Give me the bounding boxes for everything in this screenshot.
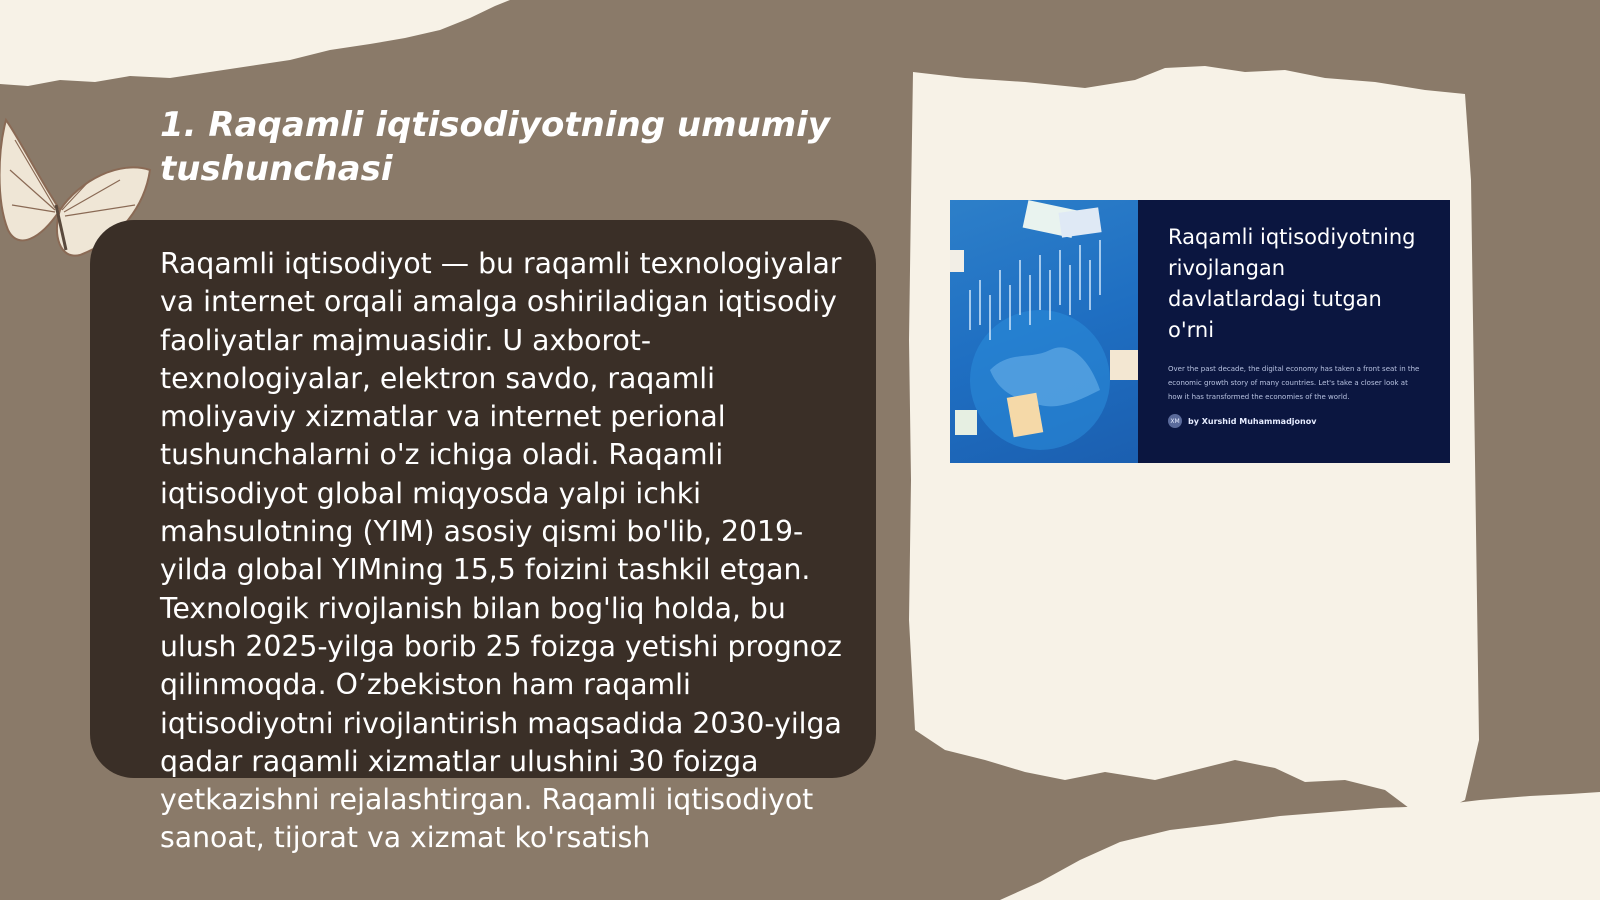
thumbnail-illustration — [950, 200, 1138, 463]
thumbnail-subtitle: Over the past decade, the digital economy has taken a front seat in the economic growth story of many countries. Let's take a closer look at how it has transformed the economies of the world. — [1168, 365, 1420, 401]
author-avatar: XM — [1168, 414, 1182, 428]
presentation-thumbnail — [950, 200, 1450, 463]
thumbnail-title: Raqamli iqtisodiyotning rivojlangan davlatlardagi tutgan o'rni — [1168, 225, 1416, 342]
thumbnail-author — [1168, 414, 1420, 428]
torn-paper-top-decoration — [0, 0, 560, 100]
slide-body-text: Raqamli iqtisodiyot — bu raqamli texnologiyalar va internet orqali amalga oshiriladigan iqtisodiy faoliyatlar majmuasidir. U axborot-texnologiyalar, elektron savdo, raqamli moliyaviy xizmatlar va internet perional tushunchalarni o'z ichiga oladi. Raqamli iqtisodiyot global miqyosda yalpi ichki mahsulotning (YIM) asosiy qismi bo'lib, 2019-yilda global YIMning 15,5 foizini tashkil etgan. Texnologik rivojlanish bilan bog'liq holda, bu ulush 2025-yilga borib 25 foizga yetishi prognoz qilinmoqda. O’zbekiston ham raqamli iqtisodiyotni rivojlantirish maqsadida 2030-yilga qadar raqamli xizmatlar ulushini 30 foizga yetkazishni rejalashtirgan. Raqamli iqtisodiyot sanoat, tijorat va xizmat ko'rsatish — [160, 247, 842, 855]
thumbnail-text-area — [1138, 200, 1450, 463]
slide-heading: 1. Raqamli iqtisodiyotning umumiy tushunchasi — [160, 105, 830, 189]
author-name: by Xurshid Muhammadjonov — [1188, 416, 1317, 426]
